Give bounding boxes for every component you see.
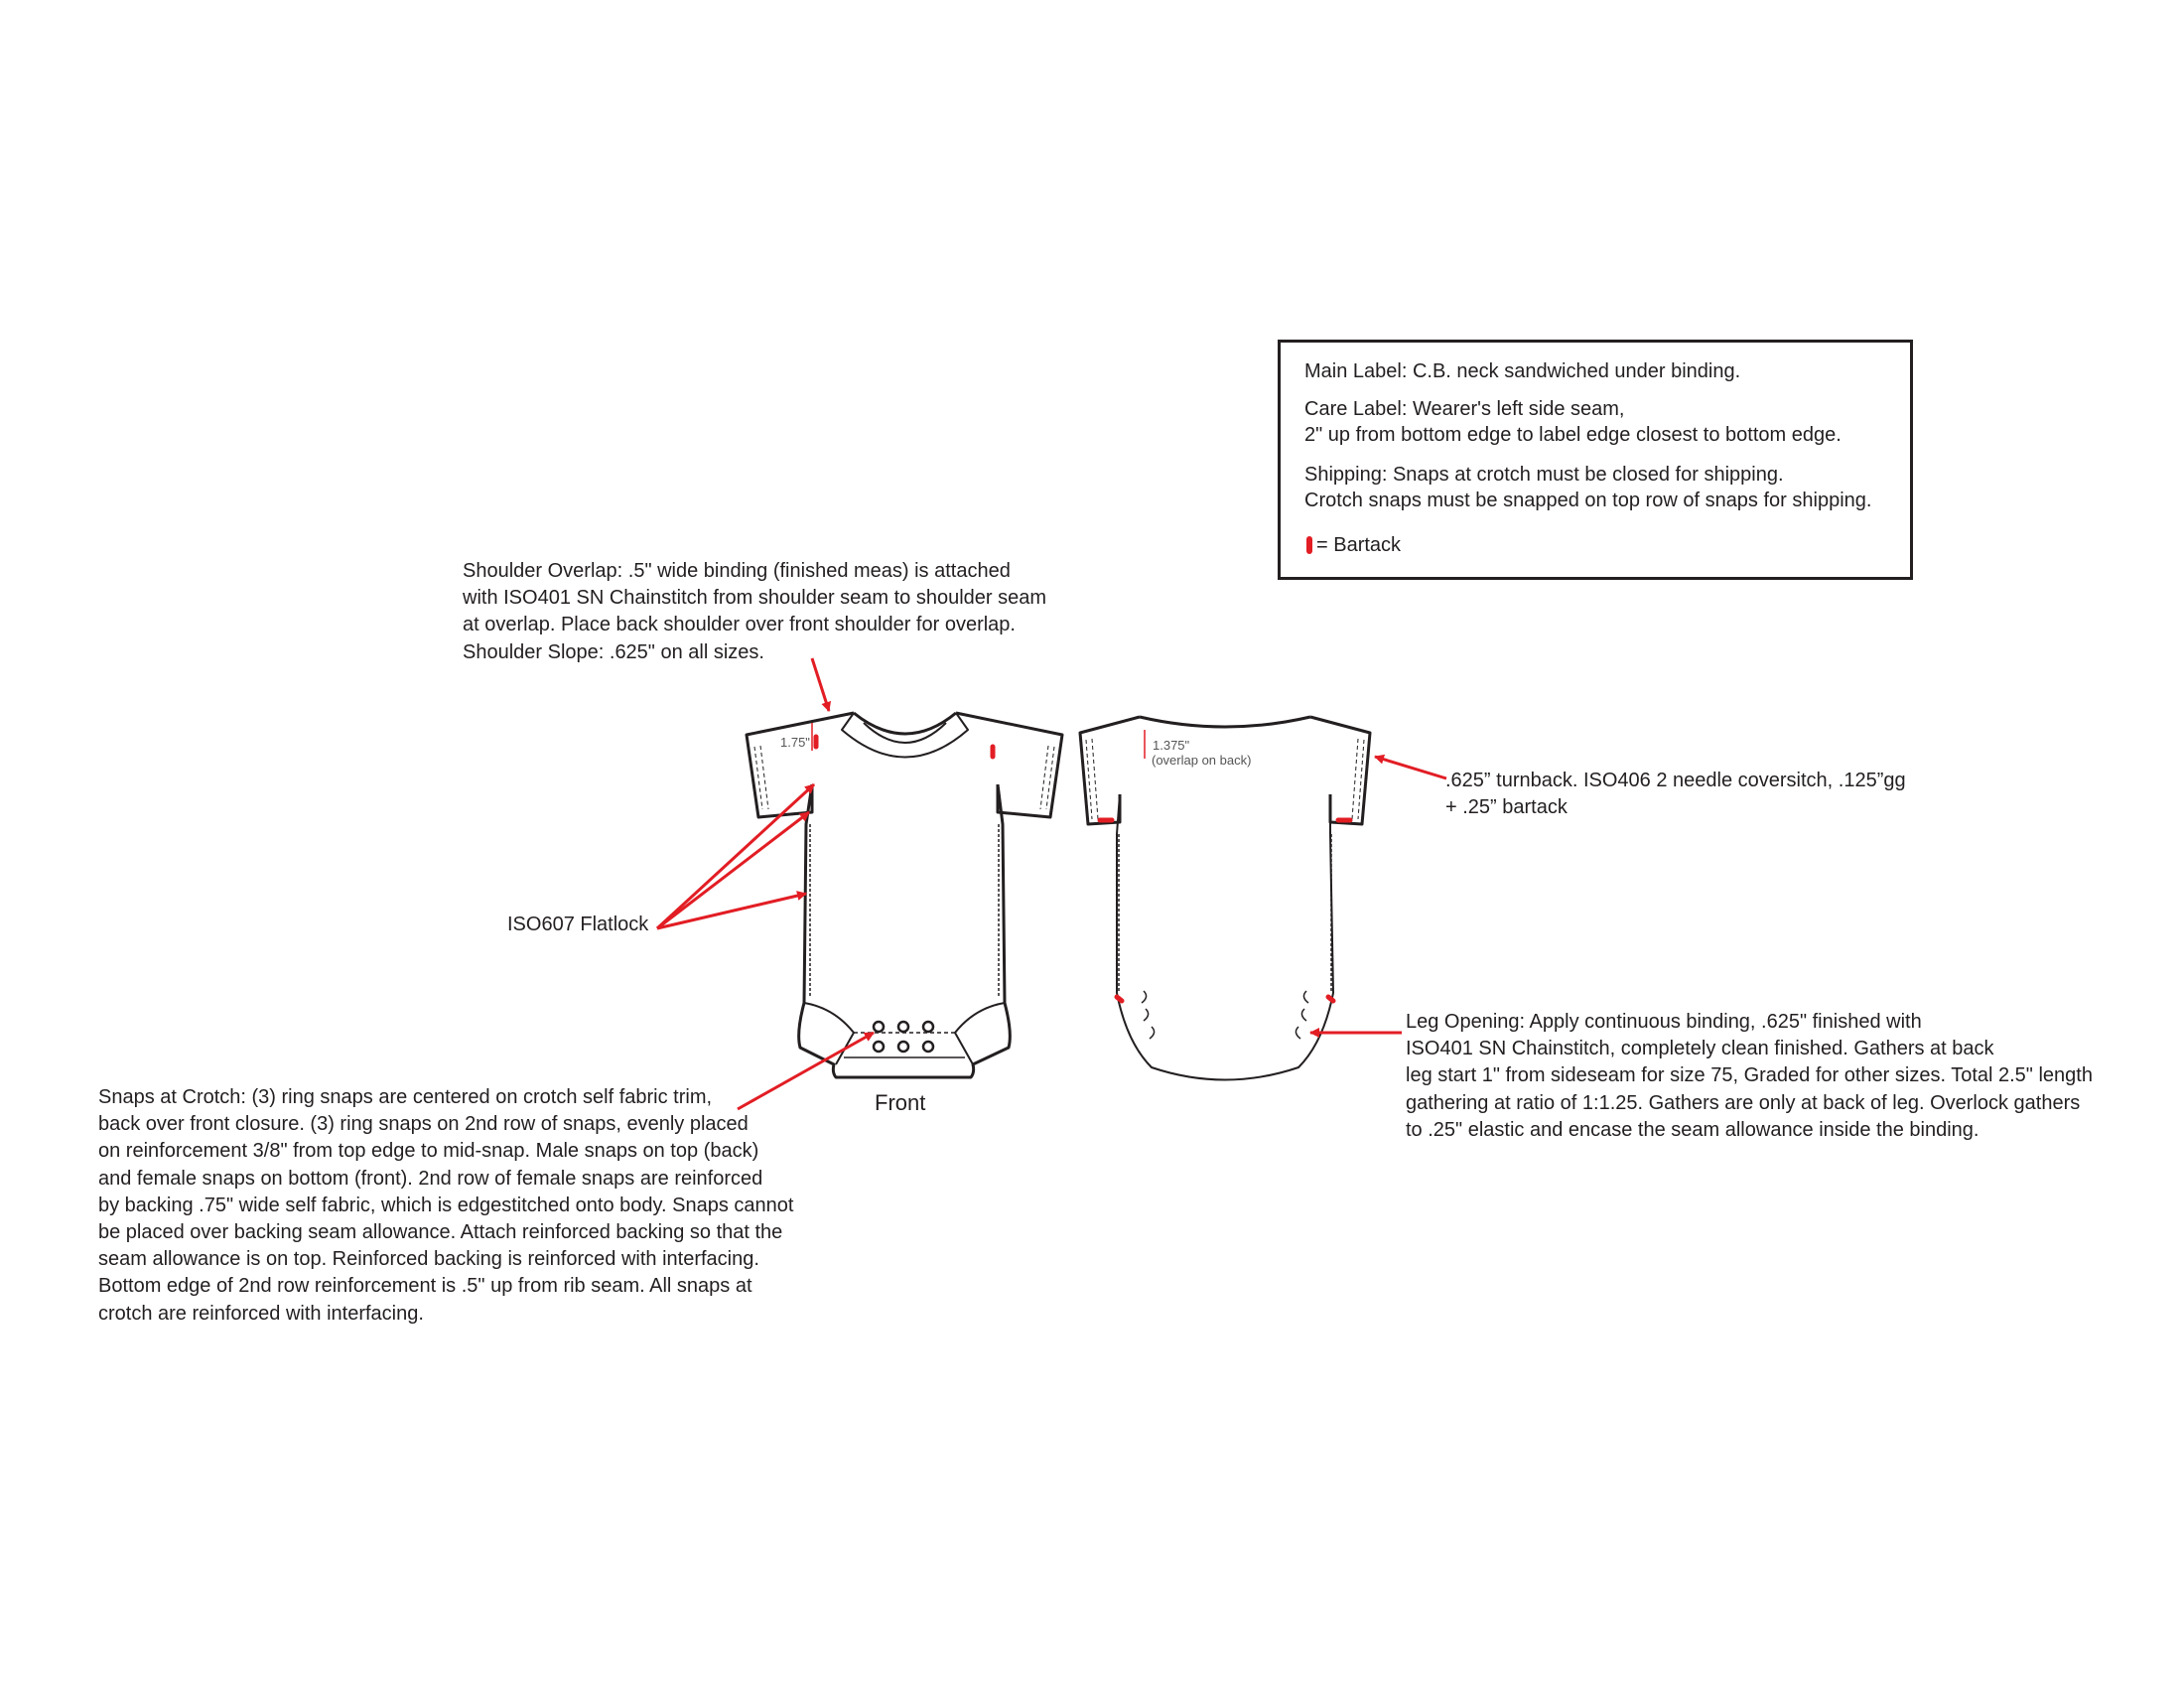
front-left-leg-binding [804,1003,854,1064]
bartack-legend-text: = Bartack [1316,534,1402,556]
leg-note-line: gathering at ratio of 1:1.25. Gathers are only at back of leg. Overlock gathers [1406,1091,2081,1114]
shoulder-note-line: with ISO401 SN Chainstitch from shoulder seam to shoulder seam [463,587,1047,610]
back-right-sleeve [1310,717,1370,824]
snap-top-3 [923,1022,933,1032]
snaps-note-line: Bottom edge of 2nd row reinforcement is .5" up from rib seam. All snaps at [98,1275,752,1298]
back-measure-text: 1.375" [1153,738,1190,753]
snap-top-1 [874,1022,884,1032]
turnback-arrow [1375,757,1446,778]
bartack-swatch [1306,536,1312,554]
leg-note-line: to .25" elastic and encase the seam allowance inside the binding. [1406,1118,1979,1141]
turnback-note [1445,768,1906,821]
shoulder-note-line: Shoulder Slope: .625" on all sizes. [463,640,764,663]
back-measure-note: (overlap on back) [1152,753,1252,768]
snap-bottom-3 [923,1042,933,1052]
shoulder-overlap-note [463,558,1046,666]
front-neck-outer [854,713,956,734]
snaps-note-line: seam allowance is on top. Reinforced backing is reinforced with interfacing. [98,1248,759,1271]
front-left-sleeve [747,713,854,817]
leg-note-line: Leg Opening: Apply continuous binding, .625" finished with [1406,1011,1922,1033]
bartack-legend [1304,534,1401,557]
snaps-at-crotch-note [98,1084,793,1328]
turnback-note-line: + .25” bartack [1445,796,1568,819]
snap-bottom-1 [874,1042,884,1052]
shoulder-note-line: Shoulder Overlap: .5" wide binding (finished meas) is attached [463,560,1011,582]
shoulder-arrow [812,658,829,711]
back-body-outline [1117,794,1333,1080]
back-bodysuit [1080,717,1370,1080]
snaps-note-line: be placed over backing seam allowance. Attach reinforced backing so that the [98,1221,783,1244]
front-measure-text: 1.75" [780,735,810,750]
front-right-leg-binding [955,1003,1005,1064]
leg-note-line: ISO401 SN Chainstitch, completely clean finished. Gathers at back [1406,1038,1994,1060]
turnback-note-line: .625” turnback. ISO406 2 needle coversitch, .125”gg [1445,770,1906,791]
care-label-note-1: Care Label: Wearer's left side seam, [1304,398,1625,420]
back-bartacks [1100,820,1350,1001]
care-label-note-2: 2" up from bottom edge to label edge closest to bottom edge. [1304,424,1842,446]
leg-note-line: leg start 1" from sideseam for size 75, Graded for other sizes. Total 2.5" length [1406,1064,2093,1087]
shipping-note-2: Crotch snaps must be snapped on top row of snaps for shipping. [1304,490,1872,511]
snaps-note-line: and female snaps on bottom (front). 2nd row of female snaps are reinforced [98,1167,763,1190]
snap-bottom-2 [898,1042,908,1052]
flatlock-label: ISO607 Flatlock [507,914,649,935]
front-crotch-snaps [874,1022,933,1052]
shoulder-note-line: at overlap. Place back shoulder over front shoulder for overlap. [463,614,1016,636]
back-left-sleeve [1080,717,1140,824]
callout-arrows [657,658,1446,1109]
label-shipping-legend [1278,340,1913,580]
shipping-note-1: Shipping: Snaps at crotch must be closed for shipping. [1304,464,1784,486]
flatlock-arrow-1 [657,784,814,928]
snaps-note-line: crotch are reinforced with interfacing. [98,1302,424,1325]
snaps-note-line: by backing .75" wide self fabric, which is edgestitched onto body. Snaps cannot [98,1194,794,1216]
snaps-note-line: on reinforcement 3/8" from top edge to mid-snap. Male snaps on top (back) [98,1140,759,1163]
front-view-label: Front [875,1090,926,1115]
front-right-sleeve [956,713,1062,817]
snap-top-2 [898,1022,908,1032]
main-label-note: Main Label: C.B. neck sandwiched under binding. [1304,360,1741,382]
back-neck [1140,717,1310,727]
snaps-note-line: Snaps at Crotch: (3) ring snaps are centered on crotch self fabric trim, [98,1086,713,1108]
front-bartacks [816,737,993,757]
leg-opening-note [1406,1009,2093,1144]
snaps-note-line: back over front closure. (3) ring snaps on 2nd row of snaps, evenly placed [98,1113,749,1136]
